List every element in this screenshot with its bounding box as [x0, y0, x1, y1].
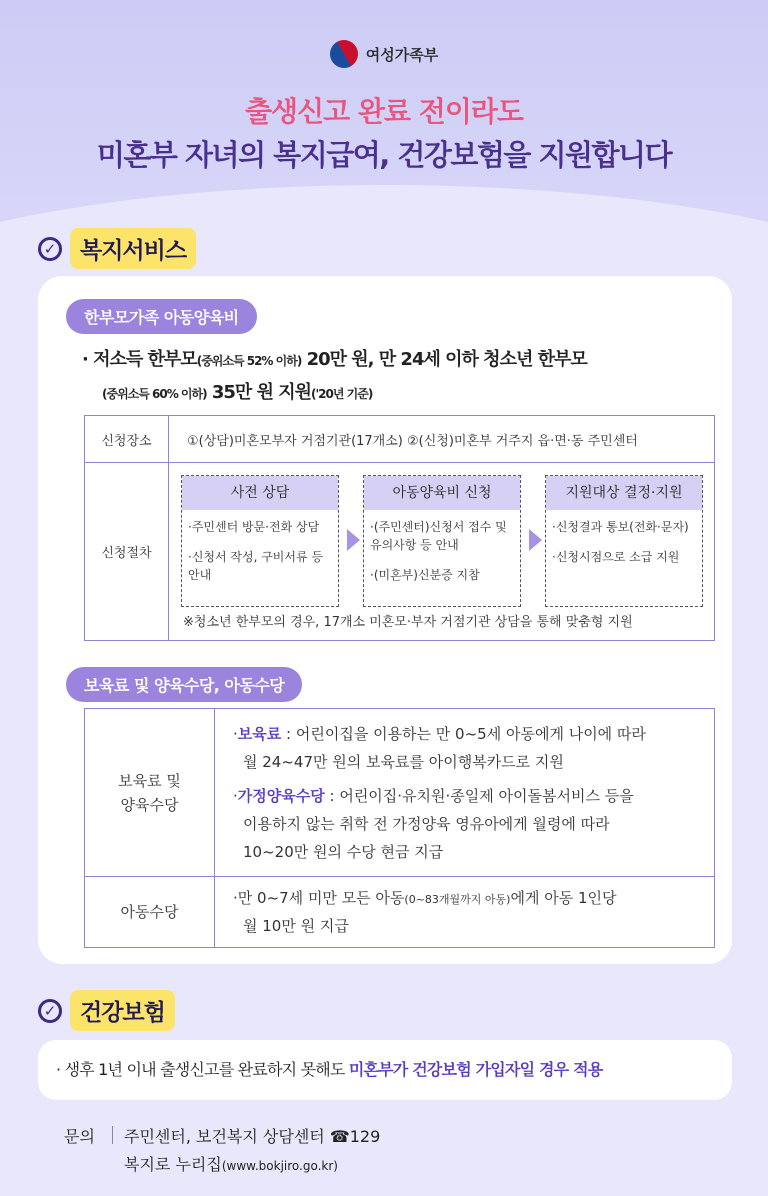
place-value: ①(상담)미혼모부자 거점기관(17개소) ②(신청)미혼부 거주지 읍·면·동 주민센터: [169, 416, 715, 463]
single-parent-pill: 한부모가족 아동양육비: [66, 299, 257, 334]
contact-line2: 복지로 누리집(www.bokjiro.go.kr): [124, 1155, 338, 1174]
contact-line1: 주민센터, 보건복지 상담센터 ☎129: [124, 1127, 381, 1146]
childcare-pill: 보육료 및 양육수당, 아동수당: [66, 667, 302, 702]
headline-line2: 미혼부 자녀의 복지급여, 건강보험을 지원합니다: [96, 138, 672, 172]
check-circle-icon: ✓: [38, 999, 62, 1023]
step-box: [545, 475, 703, 607]
step-item: ·(주민센터)신청서 접수 및 유의사항 등 안내: [370, 520, 507, 552]
welfare-section-title: 복지서비스: [70, 228, 196, 269]
step-item: ·신청서 작성, 구비서류 등 안내: [188, 550, 323, 582]
childcare-details: ·보육료 : 어린이집을 이용하는 만 0~5세 아동에게 나이에 따라 월 24~47만 원의 보육료를 아이행복카드로 지원 ·가정양육수당 : 어린이집·유치원·종일제 아이돌봄서비스 등을 이용하지 않는 취학 전 가정양육 영유아에게 월령에 따라 10~20만 원의 수당 현금 지급: [215, 709, 715, 877]
step-item: ·신청결과 통보(전화·문자): [552, 520, 689, 534]
health-section-header: [38, 990, 175, 1031]
check-circle-icon: ✓: [38, 237, 62, 261]
single-parent-line1: · 저소득 한부모(중위소득 52% 이하) 20만 원, 만 24세 이하 청소년 한부모: [82, 349, 587, 370]
divider: [112, 1126, 113, 1144]
process-note: ※청소년 한부모의 경우, 17개소 미혼모·부자 거점기관 상담을 통해 맞춤형 지원: [183, 615, 633, 630]
place-label: 신청장소: [85, 416, 169, 463]
step-title: 지원대상 결정·지원: [546, 476, 702, 510]
single-parent-line2: (중위소득 60% 이하) 35만 원 지원('20년 기준): [102, 382, 373, 403]
child-allowance-label: 아동수당: [85, 877, 215, 948]
ministry-name: 여성가족부: [365, 45, 439, 64]
step-item: ·(미혼부)신분증 지참: [370, 568, 480, 582]
step-title: 아동양육비 신청: [364, 476, 520, 510]
step-item: ·신청시점으로 소급 지원: [552, 550, 680, 564]
arrow-right-icon: [347, 529, 360, 551]
health-info: · 생후 1년 이내 출생신고를 완료하지 못해도 미혼부가 건강보험 가입자일 경우 적용: [38, 1040, 732, 1100]
child-allowance-details: ·만 0~7세 미만 모든 아동(0~83개월까지 아동)에게 아동 1인당 월 10만 원 지급: [215, 877, 715, 948]
headline-line1: 출생신고 완료 전이라도: [245, 95, 523, 128]
contact-label: 문의: [64, 1127, 95, 1146]
childcare-label: 보육료 및 양육수당: [85, 709, 215, 877]
process-cell: [169, 463, 715, 641]
step-box: [181, 475, 339, 607]
health-section-title: 건강보험: [70, 990, 175, 1031]
childcare-table: [84, 708, 715, 948]
process-label: 신청절차: [85, 463, 169, 641]
step-box: [363, 475, 521, 607]
ministry-logo: [0, 40, 768, 68]
arrow-right-icon: [529, 529, 542, 551]
single-parent-table: [84, 415, 715, 641]
taegeuk-icon: [325, 35, 363, 73]
step-title: 사전 상담: [182, 476, 338, 510]
welfare-section-header: [38, 228, 196, 269]
step-item: ·주민센터 방문·전화 상담: [188, 520, 320, 534]
